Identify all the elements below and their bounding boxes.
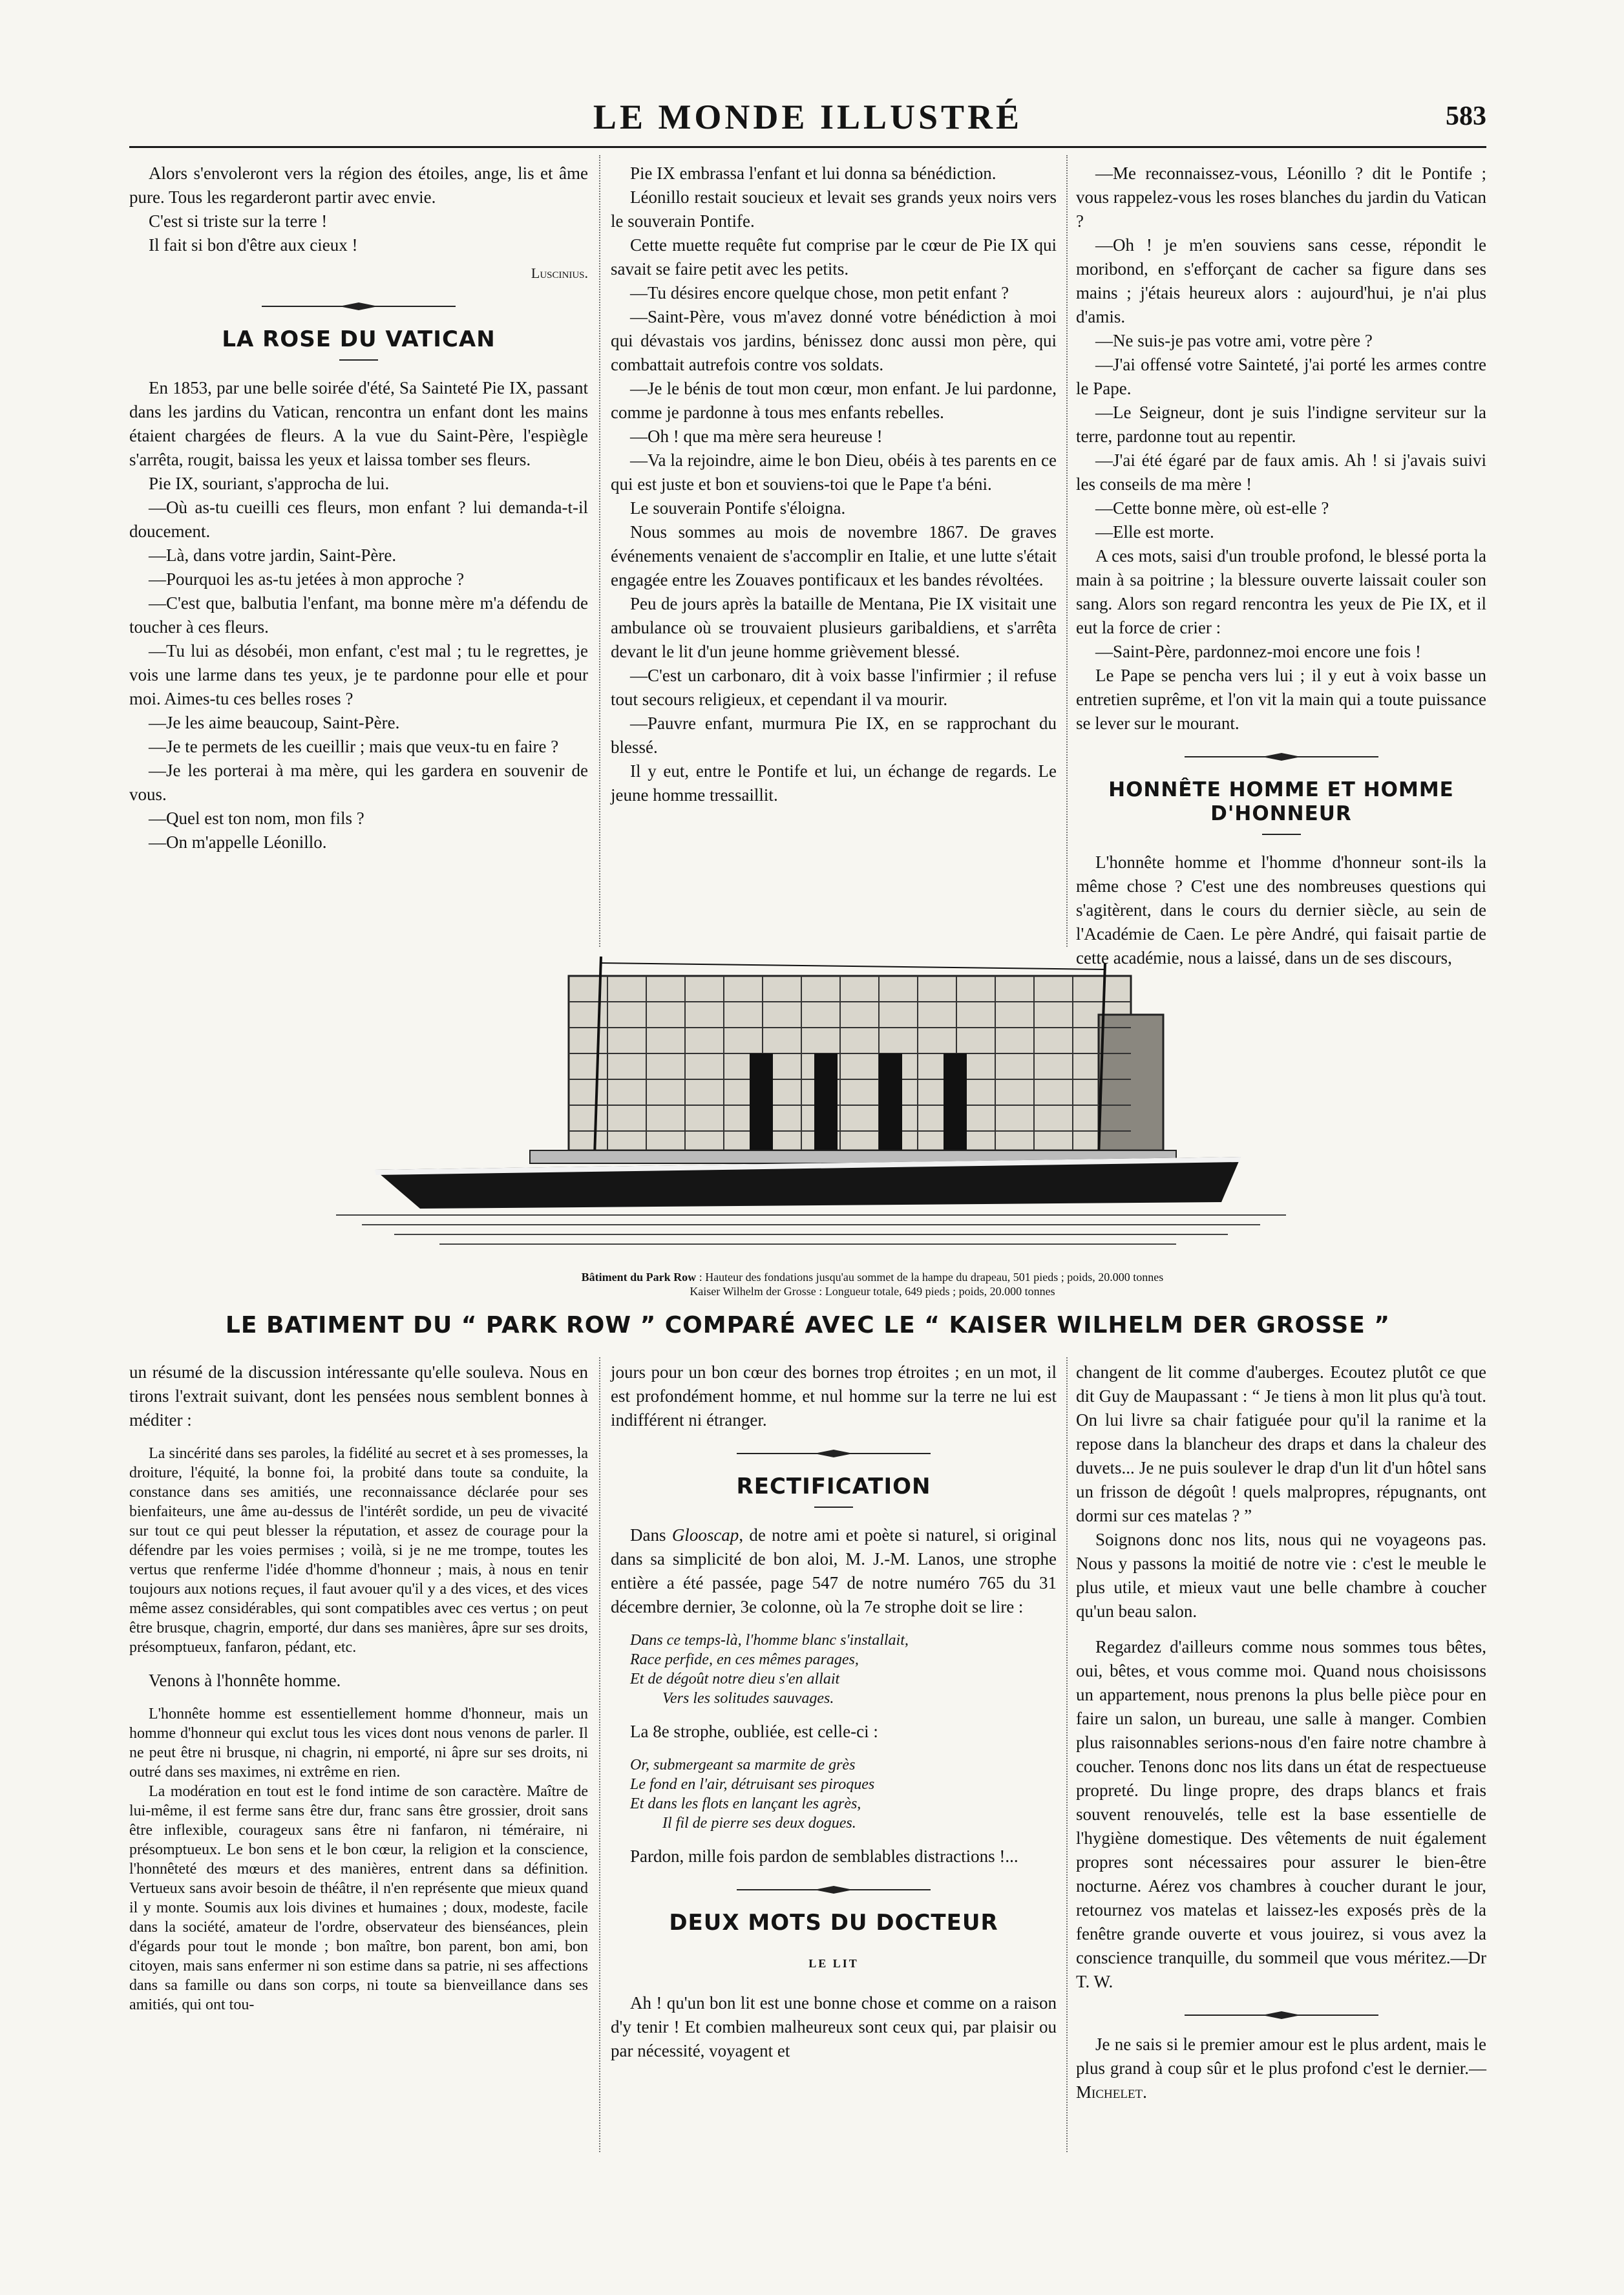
column-5 [611, 1360, 1057, 2063]
header-rule [129, 146, 1486, 148]
poem-intro: Alors s'envoleront vers la région des étoiles, ange, lis et âme pure. Tous les regarderont partir avec envie. [129, 164, 588, 207]
column-4 [129, 1360, 588, 2015]
ornament-divider [1185, 752, 1378, 761]
paragraph: Venons à l'honnête homme. [149, 1671, 341, 1690]
paragraph: Ah ! qu'un bon lit est une bonne chose et comme on a raison d'y tenir ! Et combien malheureux sont ceux qui, par plaisir ou par nécessité, voyagent et [611, 1993, 1057, 2060]
paragraph: Le Pape se pencha vers lui ; il y eut à voix basse un entretien suprême, et l'on vit la main qui a toute puissance se lever sur le mourant. [1076, 666, 1486, 733]
paragraph: Pie IX embrassa l'enfant et lui donna sa bénédiction. [630, 164, 997, 183]
paragraph: Pie IX, souriant, s'approcha de lui. [149, 474, 390, 493]
quote-paragraph: La modération en tout est le fond intime de son caractère. Maître de lui-même, il est ferme sans être dur, franc sans être grossier, droit sans être inflexible, courageux sans être ni fanfaron, ni téméraire, ni présomptueux. Le bon sens et le bon cœur, la religion et la conscience, l'honnêteté des mœurs et des manières, entrent dans sa définition. Vertueux sans avoir besoin de théâtre, il n'en représente que mieux quand il y monte. Soumis aux lois divines et humaines ; doux, modeste, facile dans la société, amateur de l'ordre, observateur des bienséances, plein d'égards pour tout le monde ; bon maître, bon parent, bon ami, bon citoyen, mais sans enfermer ni son estime dans sa patrie, ni ses affections dans sa famille ou dans son corps, ni toute sa bienveillance dans ses amitiés, qui ont tou- [129, 1783, 588, 2013]
column-3 [1076, 162, 1486, 970]
paragraph: Dans Glooscap, de notre ami et poète si naturel, si original dans sa simplicité de bon aloi, M. J.-M. Lanos, une strophe entière a été passée, page 547 de notre numéro 765 du 31 décembre dernier, 3e colonne, où la 7e strophe doit se lire : [611, 1525, 1057, 1616]
poem-line: C'est si triste sur la terre ! [149, 211, 328, 231]
paragraph: Peu de jours après la bataille de Mentana, Pie IX visitait une ambulance où se trouvaient plusieurs garibaldiens, et s'arrêta devant le lit d'un jeune homme grièvement blessé. [611, 594, 1057, 661]
paragraph: A ces mots, saisi d'un trouble profond, le blessé porta la main à sa poitrine ; la blessure ouverte laissait couler son sang. Alors son regard rencontra les yeux de Pie IX, et il eut la force de crier : [1076, 546, 1486, 637]
paragraph: Le souverain Pontife s'éloigna. [630, 498, 846, 518]
title-rule [339, 359, 378, 361]
article-subtitle: LE LIT [808, 1957, 859, 1970]
paragraph: —Le Seigneur, dont je suis l'indigne serviteur sur la terre, pardonne tout au repentir. [1076, 403, 1486, 446]
paragraph: —Elle est morte. [1095, 522, 1214, 542]
work-title: Glooscap [671, 1525, 739, 1545]
paragraph: —Je le bénis de tout mon cœur, mon enfant. Je lui pardonne, comme je pardonne à tous mes enfants rebelles. [611, 379, 1057, 422]
column-divider [1066, 1357, 1068, 2152]
caption-subject: Bâtiment du Park Row [581, 1271, 697, 1284]
quote-paragraph: Je ne sais si le premier amour est le plus ardent, mais le plus grand à coup sûr et le plus profond c'est le dernier.—Michelet. [1076, 2035, 1486, 2102]
paragraph: —Pourquoi les as-tu jetées à mon approche ? [149, 569, 465, 589]
paragraph: changent de lit comme d'auberges. Ecoutez plutôt ce que dit Guy de Maupassant : “ Je tiens à mon lit plus qu'à tout. On lui livre sa chair fatiguée pour qu'il la ranime et la repose dans la blancheur des draps et dans la chaleur des duvets... Je ne puis soulever le drap d'un lit d'un hôtel sans un frisson de dégoût ! quels malpropres, répugnants, ont dormi sur ces matelas ? ” [1076, 1362, 1486, 1525]
paragraph: —Oh ! je m'en souviens sans cesse, répondit le moribond, en s'efforçant de cacher sa figure dans ses mains ; j'étais heureux alors : aujourd'hui, je n'ai plus d'amis. [1076, 235, 1486, 326]
title-rule [1262, 834, 1301, 835]
paragraph: —Saint-Père, pardonnez-moi encore une fois ! [1095, 642, 1421, 661]
ornament-divider [1185, 2011, 1378, 2020]
paragraph: —Tu lui as désobéi, mon enfant, c'est mal ; tu le regrettes, je vois une larme dans tes yeux, je te pardonne pour elle et pour moi. Aimes-tu ces belles roses ? [129, 641, 588, 708]
paragraph: Regardez d'ailleurs comme nous sommes tous bêtes, oui, bêtes, et vous comme moi. Quand nous choisissons un appartement, nous prenons la plus belle pièce pour en faire un salon, un bureau, une salle à manger. Combien plus raisonnables serions-nous d'en faire notre chambre à coucher. Tenons donc nos lits dans un état de respectueuse propreté. Du linge propre, des draps blancs et frais souvent renouvelés, telle est la base essentielle de l'hygiène domestique. Des vêtements de nuit également propres sont nécessaires pour assurer le bien-être nocturne. Aérez vos chambres à coucher durant le jour, retournez vos matelas et laissez-les exposés près de la fenêtre grande ouverte et vous jouirez, si vous avez la conscience tranquille, du sommeil que vous méritez.—Dr T. W. [1076, 1637, 1486, 1991]
paragraph: Léonillo restait soucieux et levait ses grands yeux noirs vers le souverain Pontife. [611, 187, 1057, 231]
paragraph: —Cette bonne mère, où est-elle ? [1095, 498, 1329, 518]
paragraph: —Me reconnaissez-vous, Léonillo ? dit le Pontife ; vous rappelez-vous les roses blanches du jardin du Vatican ? [1076, 164, 1486, 231]
paragraph: —C'est que, balbutia l'enfant, ma bonne mère m'a défendu de toucher à ces fleurs. [129, 593, 588, 637]
poem-line: Il fait si bon d'être aux cieux ! [149, 235, 358, 255]
article-title: HONNÊTE HOMME ET HOMME D'HONNEUR [1108, 778, 1454, 825]
paragraph: —Pauvre enfant, murmura Pie IX, en se rapprochant du blessé. [611, 714, 1057, 757]
column-2 [611, 162, 1057, 807]
page-number: 583 [1446, 101, 1486, 131]
paragraph: —Quel est ton nom, mon fils ? [149, 809, 364, 828]
article-title: RECTIFICATION [736, 1474, 931, 1499]
paragraph: Il y eut, entre le Pontife et lui, un échange de regards. Le jeune homme tressaillit. [611, 761, 1057, 805]
paragraph: Soignons donc nos lits, nous qui ne voyageons pas. Nous y passons la moitié de notre vie : c'est le meuble le plus utile, et mieux vaut une belle chambre à coucher qu'un beau salon. [1076, 1530, 1486, 1621]
paragraph: —Saint-Père, vous m'avez donné votre bénédiction à moi qui dévastais vos jardins, bénissez donc aussi mon père, qui combattait autrefois contre vos soldats. [611, 307, 1057, 374]
paragraph: —Oh ! que ma mère sera heureuse ! [630, 427, 883, 446]
paragraph: —Tu désires encore quelque chose, mon petit enfant ? [630, 283, 1009, 302]
paragraph: L'honnête homme et l'homme d'honneur sont-ils la même chose ? C'est une des nombreuses questions qui s'agitèrent, dans le cours du dernier siècle, au sein de l'Académie de Caen. Le père André, qui faisait partie de cette académie, nous a laissé, dans un de ses discours, [1076, 852, 1486, 968]
paragraph: —J'ai été égaré par de faux amis. Ah ! si j'avais suivi les conseils de ma mère ! [1076, 450, 1486, 494]
quote-paragraph: L'honnête homme est essentiellement homme d'honneur, mais un homme d'honneur qui exclut tous les vices dont nous venons de parler. Il ne peut être ni brusque, ni chagrin, ni emporté, ni âpre sur ses droits, ni outré dans ses maximes, ni extrême en rien. [129, 1706, 588, 1781]
ship-building-engraving [336, 957, 1286, 1267]
column-divider [1066, 155, 1068, 947]
paragraph: Pardon, mille fois pardon de semblables distractions !... [630, 1846, 1018, 1866]
poem-stanza: Or, submergeant sa marmite de grès Le fond en l'air, détruisant ses piroques Et dans les flots en lançant les agrès, Il fil de pierre ses deux dogues. [630, 1757, 875, 1832]
title-rule [814, 1507, 853, 1508]
poem-stanza: Dans ce temps-là, l'homme blanc s'installait, Race perfide, en ces mêmes parages, Et de dégoût notre dieu s'en allait Vers les solitudes sauvages. [630, 1632, 909, 1707]
illustration-headline: LE BATIMENT DU “ PARK ROW ” COMPARÉ AVEC LE “ KAISER WILHELM DER GROSSE ” [225, 1312, 1391, 1338]
paragraph: Cette muette requête fut comprise par le cœur de Pie IX qui savait se faire petit avec les petits. [611, 235, 1057, 279]
paragraph: —C'est un carbonaro, dit à voix basse l'infirmier ; il refuse tout secours religieux, et cependant il va mourir. [611, 666, 1057, 709]
ornament-divider [737, 1449, 931, 1458]
article-title: LA ROSE DU VATICAN [222, 326, 496, 352]
quote-paragraph: La sincérité dans ses paroles, la fidélité au secret et à ses promesses, la droiture, l'équité, la bonne foi, la probité dans toute sa conduite, la constance dans ses amitiés, une reconnaissance déclarée pour ses bienfaiteurs, une âme au-dessus de l'intérêt sordide, un peu de vivacité sur tout ce qui peut blesser la réputation, et assez de courage pour la défendre par les voies permises ; voilà, si je ne me trompe, toutes les vertus que renferme l'idée d'homme d'honneur ; mais, à nous en tenir toujours aux notions reçues, il faut avouer qu'il y a des vices, et des vices même assez considérables, qui sont compatibles avec ces vertus ; on peut être brusque, chagrin, emporté, dur dans ses manières, âpre sur ses droits, présomptueux, fanfaron, pédant, etc. [129, 1445, 588, 1656]
paragraph: La 8e strophe, oubliée, est celle-ci : [630, 1722, 878, 1741]
paragraph: jours pour un bon cœur des bornes trop étroites ; en un mot, il est profondément homme, et nul homme sur la terre ne lui est indifférent ni étranger. [611, 1362, 1057, 1430]
signature: Luscinius. [531, 265, 588, 281]
column-1 [129, 162, 588, 854]
journal-title: LE MONDE ILLUSTRÉ [593, 98, 1023, 136]
column-6 [1076, 1360, 1486, 2104]
paragraph: —Va la rejoindre, aime le bon Dieu, obéis à tes parents en ce qui est juste et bon et souviens-toi que le Pape t'a béni. [611, 450, 1057, 494]
author-signature: Michelet. [1076, 2082, 1147, 2102]
paragraph: Nous sommes au mois de novembre 1867. De graves événements venaient de s'accomplir en Italie, et une lutte s'était engagée entre les Zouaves pontificaux et les bandes révoltées. [611, 522, 1057, 589]
column-divider [599, 1357, 600, 2152]
illustration-caption-2: Kaiser Wilhelm der Grosse : Longueur totale, 649 pieds ; poids, 20.000 tonnes [690, 1285, 1055, 1298]
paragraph: —J'ai offensé votre Sainteté, j'ai porté les armes contre le Pape. [1076, 355, 1486, 398]
paragraph: —Ne suis-je pas votre ami, votre père ? [1095, 331, 1373, 350]
paragraph: —Je te permets de les cueillir ; mais que veux-tu en faire ? [149, 737, 559, 756]
caption-text: : Hauteur des fondations jusqu'au sommet de la hampe du drapeau, 501 pieds ; poids, 20.000 tonnes [696, 1271, 1164, 1284]
illustration-caption [452, 1270, 1292, 1284]
ornament-divider [737, 1885, 931, 1894]
masthead [129, 97, 1486, 142]
paragraph: —Où as-tu cueilli ces fleurs, mon enfant ? lui demanda-t-il doucement. [129, 498, 588, 541]
paragraph: un résumé de la discussion intéressante qu'elle souleva. Nous en tirons l'extrait suivant, dont les pensées nous semblent bonnes à méditer : [129, 1362, 588, 1430]
article-title: DEUX MOTS DU DOCTEUR [669, 1910, 998, 1936]
paragraph: —Là, dans votre jardin, Saint-Père. [149, 545, 397, 565]
column-divider [599, 155, 600, 947]
paragraph: En 1853, par une belle soirée d'été, Sa Sainteté Pie IX, passant dans les jardins du Vatican, rencontra un enfant dont les mains étaient chargées de fleurs. A la vue du Saint-Père, l'espiègle s'arrêta, rougit, baissa les yeux et laissa tomber ses fleurs. [129, 378, 588, 469]
paragraph: —Je les aime beaucoup, Saint-Père. [149, 713, 400, 732]
paragraph: —Je les porterai à ma mère, qui les gardera en souvenir de vous. [129, 761, 588, 804]
paragraph: —On m'appelle Léonillo. [149, 832, 327, 852]
ornament-divider [262, 302, 456, 311]
